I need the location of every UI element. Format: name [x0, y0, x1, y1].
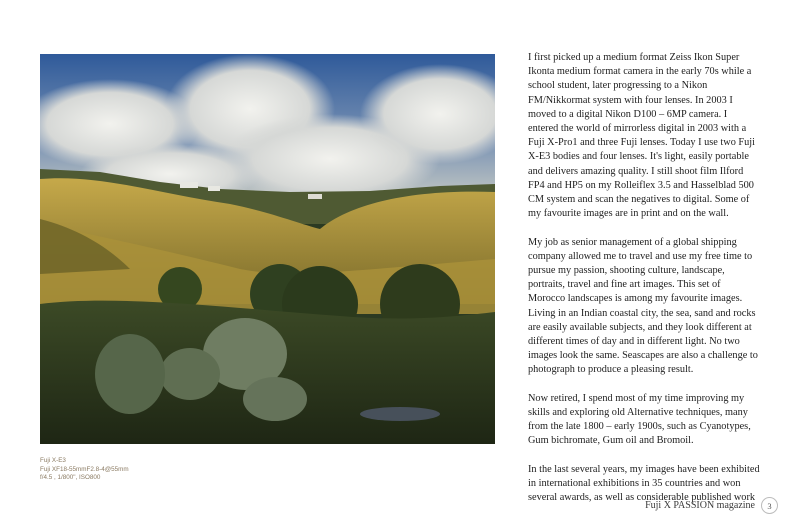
- article-paragraph: Now retired, I spend most of my time improving my skills and exploring old Alternative techniques, many from the late 1800 – early 1900s, such as Cyanotypes, Gum bichromate, Gum oil and Bromoil.: [528, 392, 751, 447]
- photo-image: [40, 54, 495, 444]
- caption-exposure: f/4.5 , 1/800", ISO800: [40, 474, 101, 481]
- article-paragraph: My job as senior management of a global shipping company allowed me to travel and use my free time to pursue my passion, shooting culture, landscape, portraits, travel and fine art images. This set of Morocco landscapes is among my favourite images. Living in an Indian coastal city, the sea, sand and rocks are easily available subjects, and they look different at different times of day and in different light. No two images look the same. Seascapes are also a challenge to photograph to produce a pleasing result.: [528, 236, 758, 376]
- caption-camera: Fuji X-E3: [40, 457, 66, 464]
- article-paragraph: In the last several years, my images have been exhibited in international exhibitions in 35 countries and won several awards, as well as considerable published work: [528, 463, 760, 504]
- photo-caption: [40, 457, 129, 483]
- page-footer: [645, 497, 778, 514]
- page-number: 3: [761, 497, 778, 514]
- magazine-name: Fuji X PASSION magazine: [645, 500, 755, 511]
- caption-lens: Fuji XF18-55mmF2.8-4@55mm: [40, 465, 129, 473]
- article-paragraph: I first picked up a medium format Zeiss Ikon Super Ikonta medium format camera in the early 70s while a school student, later progressing to a Nikon FM/Nikkormat system with four lenses. In 2003 I moved to a digital Nikon D100 – 6MP camera. I entered the world of mirrorless digital in 2003 with a Fuji X-Pro1 and three Fuji lenses. Today I use two Fuji X-E3 bodies and four lenses. It's light, easily portable and delivers amazing quality. I still shoot film Ilford FP4 and HP5 on my Rolleiflex 3.5 and Hasselblad 500 CM system and scan the negatives to digital. Some of my favourite images are in print and on the wall.: [528, 52, 756, 220]
- landscape-photo: [40, 54, 495, 444]
- article-body: [528, 51, 760, 520]
